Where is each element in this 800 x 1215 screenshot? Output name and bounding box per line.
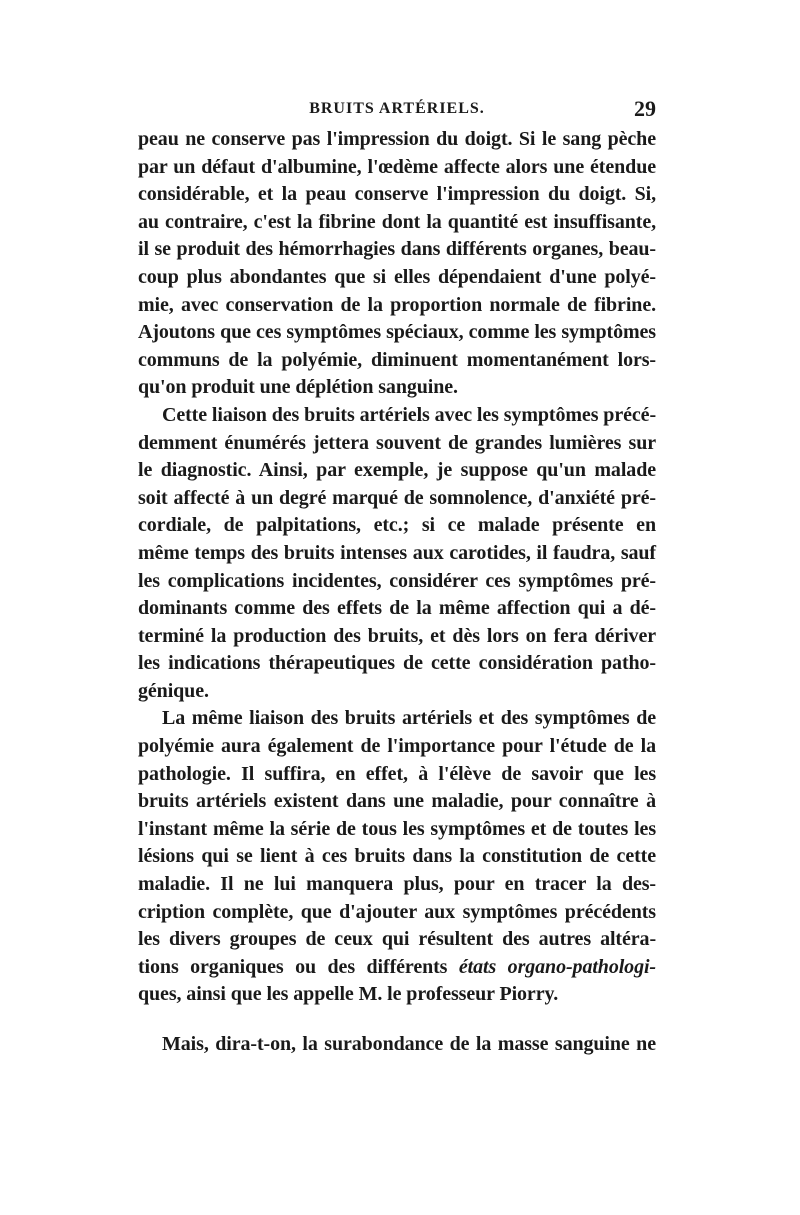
text-line: mie, avec conservation de la proportion normale de fibrine. xyxy=(138,293,656,316)
paragraph-gap xyxy=(138,1009,656,1031)
running-title: BRUITS ARTÉRIELS. xyxy=(309,100,485,117)
text-line: dominants comme des effets de la même affection qui a dé- xyxy=(138,597,656,620)
page-number: 29 xyxy=(634,96,656,121)
text-line: qu'on produit une déplétion sanguine. xyxy=(138,376,458,399)
text-line: pathologie. Il suffira, en effet, à l'élève de savoir que les xyxy=(138,762,656,785)
text-line: bruits artériels existent dans une maladie, pour connaître à xyxy=(138,790,656,813)
running-head xyxy=(138,96,656,126)
text-line: polyémie aura également de l'importance pour l'étude de la xyxy=(138,735,656,758)
text-line: lésions qui se lient à ces bruits dans la constitution de cette xyxy=(138,845,656,868)
text-line: La même liaison des bruits artériels et des symptômes de xyxy=(162,707,656,730)
text-line: par un défaut d'albumine, l'œdème affecte alors une étendue xyxy=(138,155,656,178)
text-line: considérable, et la peau conserve l'impression du doigt. Si, xyxy=(138,183,656,206)
text-line: soit affecté à un degré marqué de somnolence, d'anxiété pré- xyxy=(138,486,656,509)
text-line: peau ne conserve pas l'impression du doigt. Si le sang pèche xyxy=(138,128,656,150)
text-line: les indications thérapeutiques de cette considération patho- xyxy=(138,652,656,675)
body-text xyxy=(138,126,656,1059)
text-line-mixed xyxy=(138,954,656,982)
text-line: les complications incidentes, considérer ces symptômes pré- xyxy=(138,569,656,592)
text-line: demment énumérés jettera souvent de grandes lumières sur xyxy=(138,431,656,454)
text-line: coup plus abondantes que si elles dépendaient d'une polyé- xyxy=(138,265,656,288)
text-line: même temps des bruits intenses aux carotides, il faudra, sauf xyxy=(138,541,656,564)
text-line: maladie. Il ne lui manquera plus, pour en tracer la des- xyxy=(138,873,656,896)
text-line: ques, ainsi que les appelle M. le professeur Piorry. xyxy=(138,983,559,1006)
text-line: au contraire, c'est la fibrine dont la quantité est insuffisante, xyxy=(138,210,656,233)
text-run: tions organiques ou des différents xyxy=(138,955,448,978)
text-line: Ajoutons que ces symptômes spéciaux, comme les symptômes xyxy=(138,321,656,344)
text-line: il se produit des hémorrhagies dans différents organes, beau- xyxy=(138,238,656,261)
text-line: Cette liaison des bruits artériels avec les symptômes précé- xyxy=(162,403,656,426)
text-line: cordiale, de palpitations, etc.; si ce malade présente en xyxy=(138,514,656,537)
text-line: l'instant même la série de tous les symptômes et de toutes les xyxy=(138,817,656,840)
text-line: Mais, dira-t-on, la surabondance de la masse sanguine ne xyxy=(162,1033,656,1055)
text-line: terminé la production des bruits, et dès lors on fera dériver xyxy=(138,624,656,647)
text-line: cription complète, que d'ajouter aux symptômes précédents xyxy=(138,900,656,923)
text-line: communs de la polyémie, diminuent momentanément lors- xyxy=(138,348,656,371)
text-line: génique. xyxy=(138,679,209,702)
text-line: les divers groupes de ceux qui résultent des autres altéra- xyxy=(138,928,656,951)
text-line: le diagnostic. Ainsi, par exemple, je suppose qu'un malade xyxy=(138,459,656,482)
italic-term: états organo-pathologi- xyxy=(458,955,656,978)
